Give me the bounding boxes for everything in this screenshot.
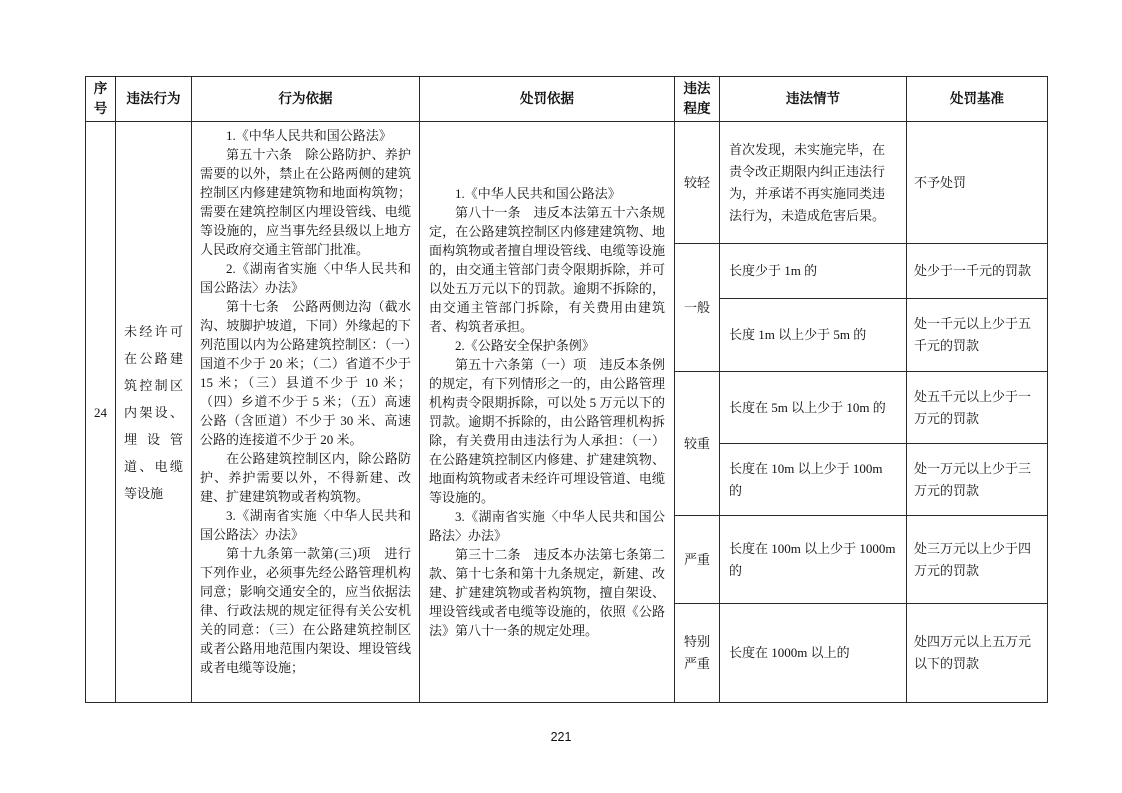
standard-cell: 处四万元以上五万元以下的罚款 (907, 604, 1048, 703)
circumstance-cell: 长度少于 1m 的 (720, 244, 907, 299)
behavior-basis-cell (192, 122, 420, 703)
header-penalty-basis: 处罚依据 (420, 77, 675, 122)
standard-cell: 处少于一千元的罚款 (907, 244, 1048, 299)
degree-cell: 严重 (675, 516, 720, 604)
circumstance-cell: 长度在 1000m 以上的 (720, 604, 907, 703)
legal-text-paragraph: 第五十六条 除公路防护、养护需要的以外，禁止在公路两侧的建筑控制区内修建建筑物和地面构筑物；需要在建筑控制区内埋设管线、电缆等设施的，应当事先经县级以上地方人民政府交通主管部门批准。 (200, 147, 411, 257)
penalty-basis-cell (420, 122, 675, 703)
degree-cell: 一般 (675, 244, 720, 372)
degree-cell: 特别严重 (675, 604, 720, 703)
legal-text-paragraph: 3.《湖南省实施〈中华人民共和国公路法〉办法》 (200, 508, 411, 542)
header-violation-degree: 违法程度 (675, 77, 720, 122)
legal-text-paragraph: 第五十六条第（一）项 违反本条例的规定，有下列情形之一的，由公路管理机构责令限期拆除，可以处 5 万元以下的罚款。逾期不拆除的，由公路管理机构拆除，有关费用由违法行为人承担：（一）在公路建筑控制区内修建、扩建建筑物、地面构筑物或者未经许可埋设管道、电缆等设施的。 (429, 357, 665, 505)
standard-cell: 处一万元以上少于三万元的罚款 (907, 444, 1048, 516)
legal-text-paragraph: 1.《中华人民共和国公路法》 (226, 128, 392, 143)
header-behavior-basis: 行为依据 (192, 77, 420, 122)
legal-text-paragraph: 第十七条 公路两侧边沟（截水沟、坡脚护坡道，下同）外缘起的下列范围以内为公路建筑控制区：（一）国道不少于 20 米；（二）省道不少于 15 米；（三）县道不少于 10 米；（四）乡道不少于 5 米；（五）高速公路（含匝道）不少于 30 米、高速公路的连接道不少于 20 米。 (200, 299, 411, 447)
circumstance-cell: 首次发现，未实施完毕，在责令改正期限内纠正违法行为，并承诺不再实施同类违法行为，未造成危害后果。 (720, 122, 907, 244)
standard-cell: 处五千元以上少于一万元的罚款 (907, 372, 1048, 444)
legal-text-paragraph: 3.《湖南省实施〈中华人民共和国公路法〉办法》 (429, 509, 665, 543)
page-number: 221 (550, 730, 572, 744)
table-header-row (86, 77, 1048, 122)
legal-text-paragraph: 2.《公路安全保护条例》 (455, 338, 595, 353)
penalty-standards-table (85, 76, 1048, 703)
standard-cell: 不予处罚 (907, 122, 1048, 244)
serial-number-cell: 24 (86, 122, 116, 703)
header-violation-circumstance: 违法情节 (720, 77, 907, 122)
header-serial-number: 序号 (86, 77, 116, 122)
standard-cell: 处三万元以上少于四万元的罚款 (907, 516, 1048, 604)
legal-text-paragraph: 1.《中华人民共和国公路法》 (455, 186, 621, 201)
degree-cell: 较轻 (675, 122, 720, 244)
standard-cell: 处一千元以上少于五千元的罚款 (907, 299, 1048, 372)
circumstance-cell: 长度 1m 以上少于 5m 的 (720, 299, 907, 372)
header-penalty-standard: 处罚基准 (907, 77, 1048, 122)
illegal-behavior-cell: 未经许可在公路建筑控制区内架设、埋设管道、电缆等设施 (116, 122, 192, 703)
legal-text-paragraph: 2.《湖南省实施〈中华人民共和国公路法〉办法》 (200, 261, 411, 295)
legal-text-paragraph: 第三十二条 违反本办法第七条第二款、第十七条和第十九条规定，新建、改建、扩建建筑物或者构筑物，擅自架设、埋设管线或者电缆等设施的，依照《公路法》第八十一条的规定处理。 (429, 547, 665, 638)
header-illegal-behavior: 违法行为 (116, 77, 192, 122)
legal-text-paragraph: 第八十一条 违反本法第五十六条规定，在公路建筑控制区内修建建筑物、地面构筑物或者擅自埋设管线、电缆等设施的，由交通主管部门责令限期拆除，并可以处五万元以下的罚款。逾期不拆除的，由交通主管部门拆除，有关费用由建筑者、构筑者承担。 (429, 205, 665, 334)
circumstance-cell: 长度在 5m 以上少于 10m 的 (720, 372, 907, 444)
legal-text-paragraph: 第十九条第一款第(三)项 进行下列作业，必须事先经公路管理机构同意；影响交通安全的，应当依据法律、行政法规的规定征得有关公安机关的同意：（三）在公路建筑控制区或者公路用地范围内架设、埋设管线或者电缆等设施； (200, 546, 411, 675)
circumstance-cell: 长度在 100m 以上少于 1000m 的 (720, 516, 907, 604)
circumstance-cell: 长度在 10m 以上少于 100m 的 (720, 444, 907, 516)
degree-cell: 较重 (675, 372, 720, 516)
legal-text-paragraph: 在公路建筑控制区内，除公路防护、养护需要以外，不得新建、改建、扩建建筑物或者构筑物。 (200, 451, 411, 504)
table-row (86, 122, 1048, 244)
